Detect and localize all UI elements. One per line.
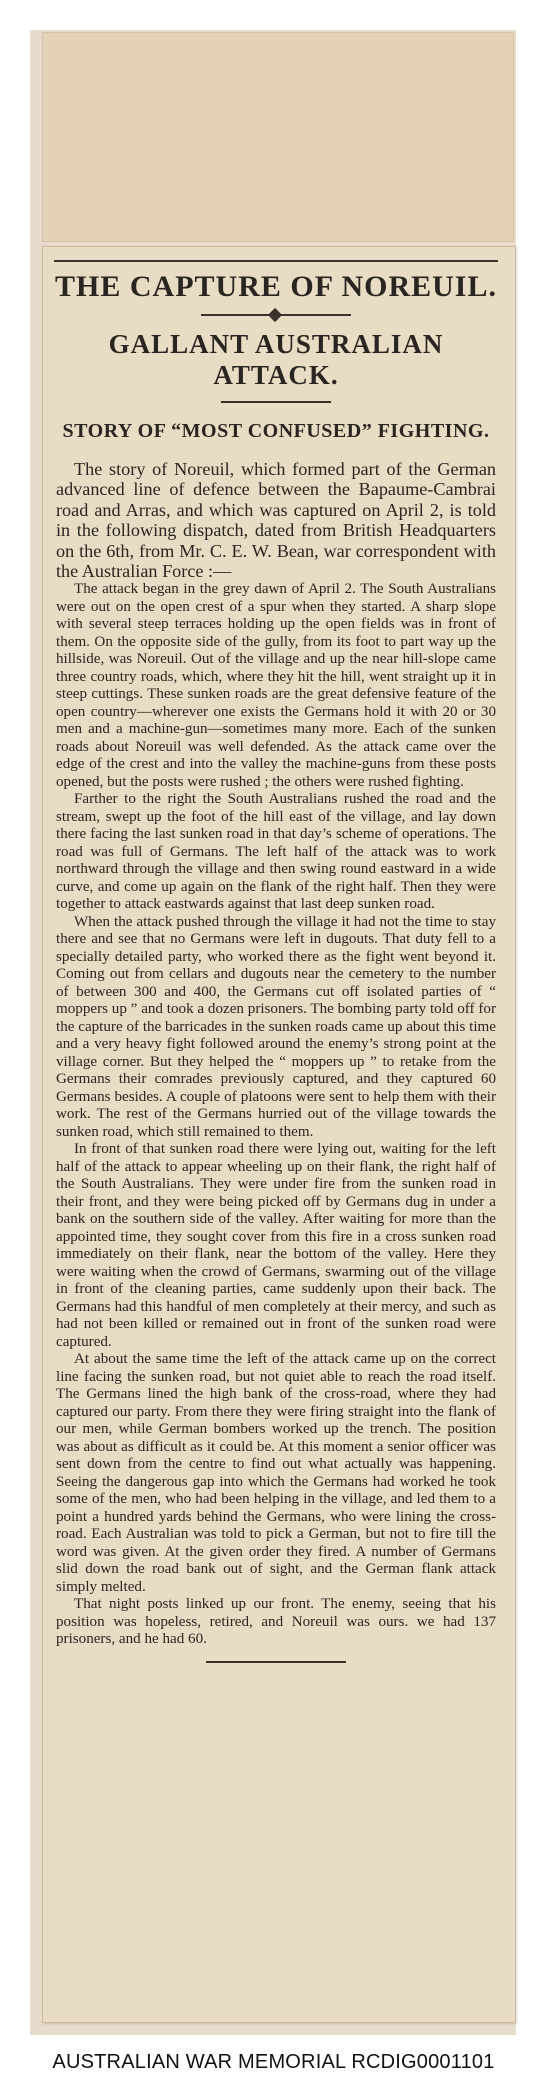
ornament-divider [201,311,351,319]
article-paragraph: In front of that sunken road there were lying out, waiting for the left half of the attack to appear wheeling up on their flank, the right half of the South Australians. They were under fire from the sunken road in their front, and they were being picked off by Germans dug in under a bank on the southern side of the valley. After waiting for more than the appointed time, they sought cover from this fire in a cross sunken road immediately on their flank, near the bottom of the valley. Here they were waiting when the crowd of Germans, swarming out of the village in front of the cleaning parties, came suddenly upon their back. The Germans had this handful of men completely at their mercy, and such as had not been killed or remained out in front of the sunken road were captured. [56,1141,496,1350]
end-rule [206,1661,346,1663]
article-paragraph: At about the same time the left of the attack came up on the correct line facing the sunken road, but not quiet able to reach the road itself. The Germans lined the high bank of the cross-road, where they had captured our party. From there they were firing straight into the flank of our men, while German bombers worked up the trench. The position was about as difficult as it could be. At this moment a senior officer was sent down from the centre to find out what actually was happening. Seeing the dangerous gap into which the Germans had worked he took some of the men, who had been helping in the village, and led them to a point a hundred yards behind the Germans, who were lining the cross-road. Each Australian was told to pick a German, but not to fire till the word was given. At the given order they fired. A number of Germans slid down the road bank out of sight, and the German flank attack simply melted. [56,1351,496,1595]
article-subheading: STORY OF “MOST CONFUSED” FIGHTING. [62,420,490,442]
top-rule [54,260,498,262]
article-column [50,260,502,1663]
article-paragraph: That night posts linked up our front. The enemy, seeing that his position was hopeless, retired, and Noreuil was ours. we had 137 prisoners, and he had 60. [56,1596,496,1648]
article-paragraph: Farther to the right the South Australians rushed the road and the stream, swept up the foot of the hill east of the village, and lay down there facing the last sunken road in that day’s scheme of operations. The road was full of Germans. The left half of the attack was to work northward through the village and then swing round eastward in a wide curve, and come up again on the flank of the right half. Then they were together to attack eastwards against that last deep sunken road. [56,791,496,913]
archive-caption: AUSTRALIAN WAR MEMORIAL RCDIG0001101 [52,2051,495,2073]
mounting-tab [42,32,514,242]
article-lede: The story of Noreuil, which formed part of the German advanced line of defence between the Bapaume-Cambrai road and Arras, and which was captured on April 2, is told in the following dispatch, dated from British Headquarters on the 6th, from Mr. C. E. W. Bean, war correspondent with the Australian Force :— [56,459,496,582]
article-body [50,581,502,1649]
section-rule [221,401,331,403]
article-title: THE CAPTURE OF NOREUIL. [55,270,497,303]
article-paragraph: When the attack pushed through the village it had not the time to stay there and see that no Germans were left in dugouts. That duty fell to a specially detailed party, who worked there as the fight went beyond it. Coming out from cellars and dugouts near the cemetery to the number of between 300 and 400, the Germans cut off isolated parties of “ moppers up ” and took a dozen prisoners. The bombing party told off for the capture of the barricades in the sunken roads came up about this time and a very heavy fight followed around the enemy’s strong point at the village corner. But they helped the “ moppers up ” to retake from the Germans their comrades previously captured, and they captured 60 Germans besides. A couple of platoons were sent to help them with their work. The rest of the Germans hurried out of the village towards the sunken road, which still remained to them. [56,913,496,1140]
article-subtitle: GALLANT AUSTRALIAN ATTACK. [108,329,444,390]
article-paragraph: The attack began in the grey dawn of April 2. The South Australians were out on the open crest of a spur when they started. A sharp slope with several steep terraces holding up the open fields was in front of them. On the opposite side of the gully, from its foot to part way up the hillside, was Noreuil. Out of the village and up the near hill-slope came three country roads, which, where they hit the hill, went straight up it in steep cuttings. These sunken roads are the great defensive feature of the open country—wherever one exists the Germans hold it with 20 or 30 men and a machine-gun—sometimes many more. Each of the sunken roads about Noreuil was well defended. As the attack came over the edge of the crest and into the valley the machine-guns from these posts opened, but the posts were rushed ; the others were rushed fighting. [56,581,496,790]
